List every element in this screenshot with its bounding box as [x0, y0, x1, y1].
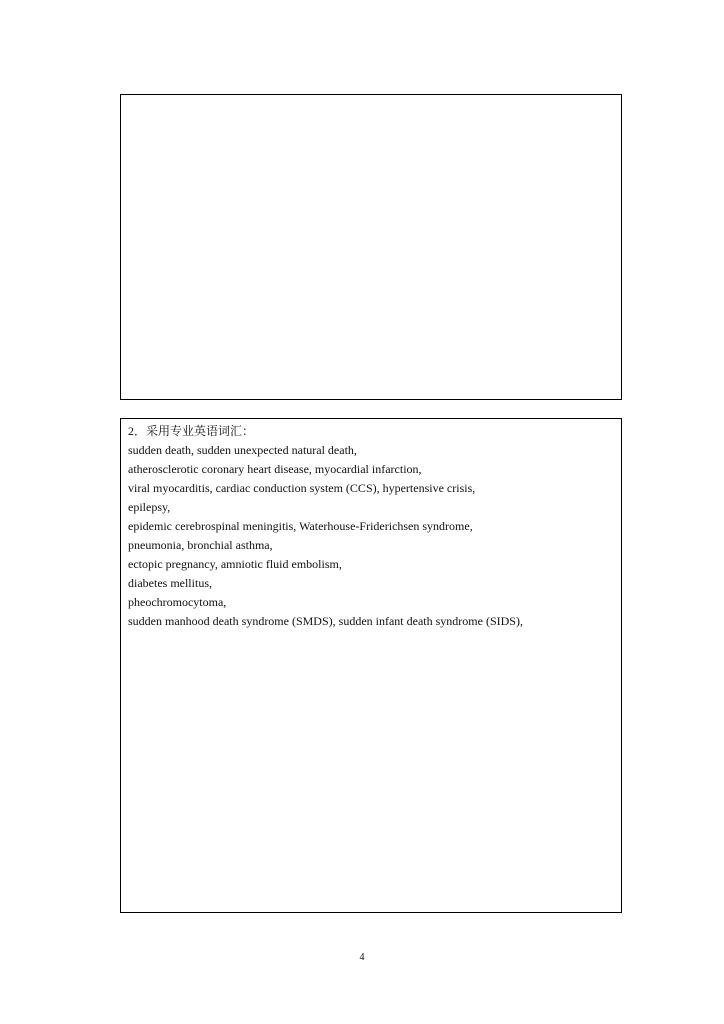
empty-content-box — [120, 94, 622, 400]
vocabulary-line: ectopic pregnancy, amniotic fluid embolism, — [128, 557, 342, 571]
vocabulary-content — [128, 422, 615, 631]
vocabulary-line: sudden manhood death syndrome (SMDS), sudden infant death syndrome (SIDS), — [128, 614, 523, 628]
vocabulary-line: pneumonia, bronchial asthma, — [128, 538, 273, 552]
vocabulary-box — [120, 418, 622, 913]
vocabulary-line: epilepsy, — [128, 500, 171, 514]
vocabulary-line: epidemic cerebrospinal meningitis, Waterhouse-Friderichsen syndrome, — [128, 519, 473, 533]
section-heading: 2．采用专业英语词汇： — [128, 424, 255, 438]
vocabulary-line: sudden death, sudden unexpected natural death, — [128, 443, 357, 457]
vocabulary-line: atherosclerotic coronary heart disease, myocardial infarction, — [128, 462, 422, 476]
vocabulary-line: pheochromocytoma, — [128, 595, 227, 609]
page-number: 4 — [359, 952, 365, 963]
vocabulary-line: viral myocarditis, cardiac conduction system (CCS), hypertensive crisis, — [128, 481, 476, 495]
vocabulary-line: diabetes mellitus, — [128, 576, 212, 590]
